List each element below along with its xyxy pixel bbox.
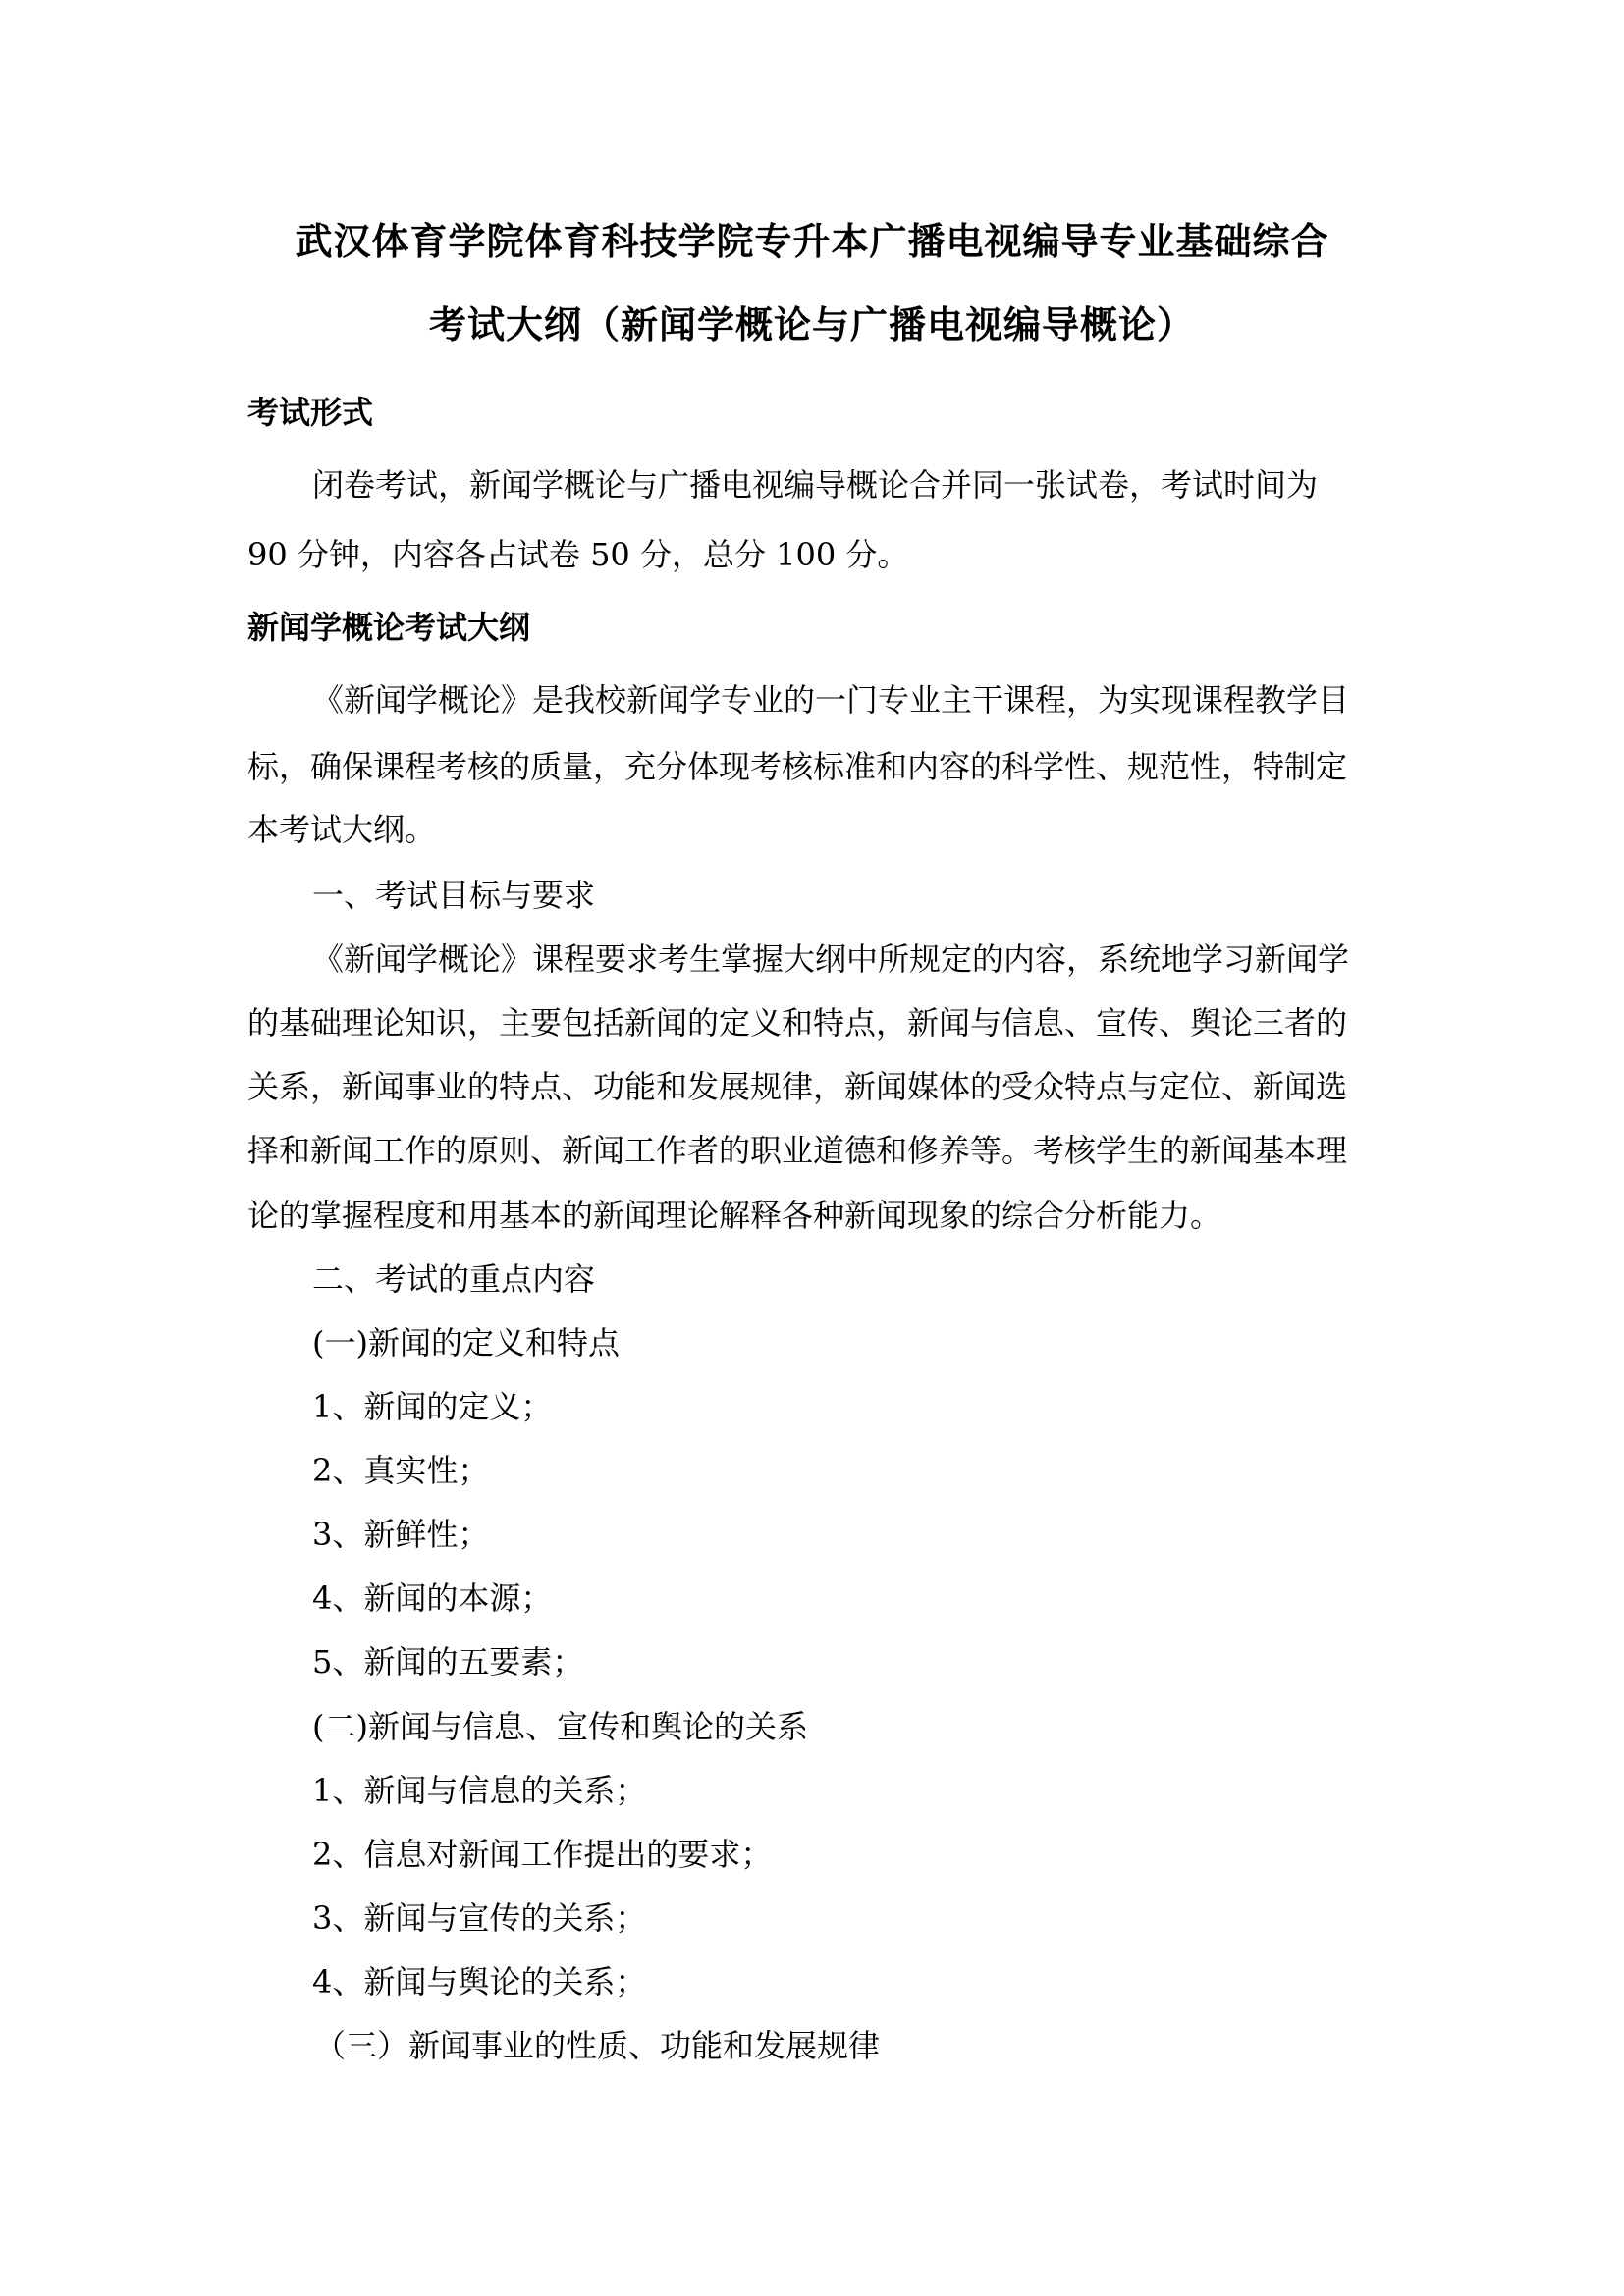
subsection-1-item: 4、新闻的本源； — [312, 1579, 553, 1617]
subsection-1-item: 3、新鲜性； — [312, 1516, 490, 1553]
subsection-1-item: 5、新闻的五要素； — [312, 1643, 584, 1681]
subsection-2-item: 1、新闻与信息的关系； — [312, 1772, 647, 1809]
intro-paragraph-line-1: 《新闻学概论》是我校新闻学专业的一门专业主干课程，为实现课程教学目 — [312, 681, 1350, 719]
section-heading-exam-form: 考试形式 — [247, 394, 374, 431]
subsection-2-item: 3、新闻与宣传的关系； — [312, 1899, 647, 1937]
subsection-1-item: 1、新闻的定义； — [312, 1388, 553, 1425]
part-1-title: 一、考试目标与要求 — [312, 877, 596, 914]
subsection-3-title: （三）新闻事业的性质、功能和发展规律 — [314, 2027, 881, 2064]
part-1-paragraph-line-1: 《新闻学概论》课程要求考生掌握大纲中所规定的内容，系统地学习新闻学 — [312, 940, 1350, 978]
intro-paragraph-line-2: 标，确保课程考核的质量，充分体现考核标准和内容的科学性、规范性，特制定 — [247, 748, 1348, 785]
subsection-2-item: 2、信息对新闻工作提出的要求； — [312, 1836, 773, 1873]
subsection-2-item: 4、新闻与舆论的关系； — [312, 1963, 647, 2001]
exam-form-paragraph-line-1: 闭卷考试，新闻学概论与广播电视编导概论合并同一张试卷，考试时间为 — [312, 466, 1319, 504]
section-heading-news-outline: 新闻学概论考试大纲 — [247, 609, 531, 646]
intro-paragraph-line-3: 本考试大纲。 — [247, 811, 437, 848]
document-title-line-1: 武汉体育学院体育科技学院专升本广播电视编导专业基础综合 — [295, 220, 1329, 263]
part-1-paragraph-line-5: 论的掌握程度和用基本的新闻理论解释各种新闻现象的综合分析能力。 — [247, 1197, 1222, 1234]
subsection-1-item: 2、真实性； — [312, 1452, 490, 1489]
part-1-paragraph-line-2: 的基础理论知识，主要包括新闻的定义和特点，新闻与信息、宣传、舆论三者的 — [247, 1004, 1348, 1041]
document-title-line-2: 考试大纲（新闻学概论与广播电视编导概论） — [428, 303, 1195, 347]
part-2-title: 二、考试的重点内容 — [312, 1260, 596, 1298]
part-1-paragraph-line-3: 关系，新闻事业的特点、功能和发展规律，新闻媒体的受众特点与定位、新闻选 — [247, 1068, 1348, 1105]
subsection-2-title: (二)新闻与信息、宣传和舆论的关系 — [312, 1708, 808, 1745]
part-1-paragraph-line-4: 择和新闻工作的原则、新闻工作者的职业道德和修养等。考核学生的新闻基本理 — [247, 1132, 1348, 1169]
subsection-1-title: (一)新闻的定义和特点 — [312, 1324, 620, 1362]
exam-form-paragraph-line-2: 90 分钟，内容各占试卷 50 分，总分 100 分。 — [247, 536, 909, 573]
